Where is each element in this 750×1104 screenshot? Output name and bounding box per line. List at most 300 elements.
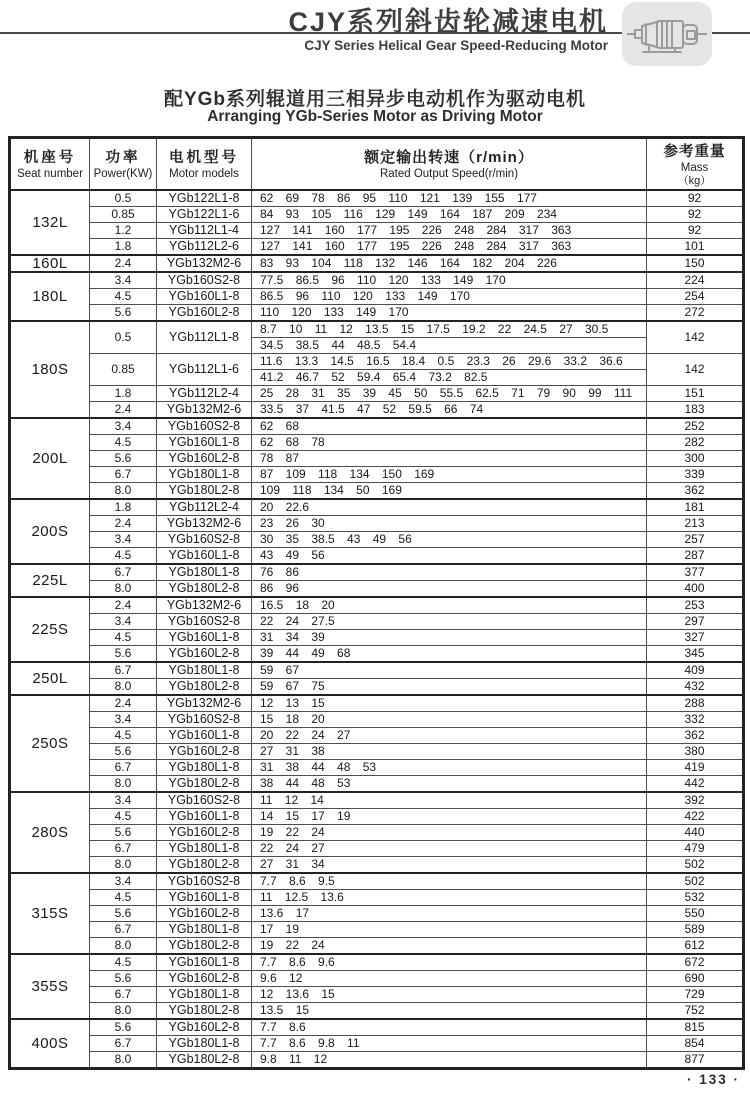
- model-cell: YGb112L2-4: [157, 386, 252, 402]
- table-row: [10, 564, 744, 581]
- table-row: [10, 825, 744, 841]
- mass-cell: 589: [647, 922, 744, 938]
- seat-cell: 250S: [10, 695, 90, 792]
- col-header-power: [90, 138, 157, 191]
- table-row: [10, 255, 744, 272]
- seat-cell: 180S: [10, 321, 90, 418]
- model-cell: YGb160S2-8: [157, 532, 252, 548]
- col-header-mass-en: Mass: [680, 161, 709, 174]
- col-header-seat-en: Seat number: [17, 167, 83, 180]
- speed-cell: 14 15 17 19: [252, 809, 647, 825]
- model-cell: YGb180L1-8: [157, 922, 252, 938]
- power-cell: 3.4: [90, 712, 157, 728]
- speed-cell: 31 34 39: [252, 630, 647, 646]
- mass-cell: 419: [647, 760, 744, 776]
- mass-cell: 502: [647, 873, 744, 890]
- table-row: [10, 321, 744, 338]
- power-cell: 6.7: [90, 564, 157, 581]
- model-cell: YGb180L1-8: [157, 564, 252, 581]
- mass-cell: 101: [647, 239, 744, 256]
- col-header-model-cn: 电机型号: [169, 149, 239, 166]
- col-header-speed-en: Rated Output Speed(r/min): [379, 167, 519, 180]
- power-cell: 4.5: [90, 548, 157, 565]
- seat-cell: 200S: [10, 499, 90, 564]
- table-row: [10, 223, 744, 239]
- model-cell: YGb160L2-8: [157, 906, 252, 922]
- model-cell: YGb180L1-8: [157, 841, 252, 857]
- power-cell: 3.4: [90, 532, 157, 548]
- table-row: [10, 1003, 744, 1020]
- table-row: [10, 890, 744, 906]
- table-row: [10, 418, 744, 435]
- table-row: [10, 906, 744, 922]
- table-row: [10, 532, 744, 548]
- power-cell: 5.6: [90, 744, 157, 760]
- model-cell: YGb132M2-6: [157, 695, 252, 712]
- power-cell: 0.5: [90, 321, 157, 354]
- mass-cell: 224: [647, 272, 744, 289]
- model-cell: YGb160L2-8: [157, 825, 252, 841]
- table-row: [10, 207, 744, 223]
- power-cell: 4.5: [90, 289, 157, 305]
- mass-cell: 400: [647, 581, 744, 598]
- power-cell: 8.0: [90, 1052, 157, 1069]
- speed-cell: 19 22 24: [252, 938, 647, 955]
- model-cell: YGb180L2-8: [157, 857, 252, 874]
- mass-cell: 612: [647, 938, 744, 955]
- table-row: [10, 679, 744, 696]
- table-row: [10, 483, 744, 500]
- table-row: [10, 695, 744, 712]
- seat-cell: 180L: [10, 272, 90, 321]
- seat-cell: 225S: [10, 597, 90, 662]
- model-cell: YGb160L1-8: [157, 954, 252, 971]
- speed-cell: 16.5 18 20: [252, 597, 647, 614]
- mass-cell: 672: [647, 954, 744, 971]
- power-cell: 6.7: [90, 467, 157, 483]
- table-row: [10, 728, 744, 744]
- model-cell: YGb160L1-8: [157, 809, 252, 825]
- power-cell: 3.4: [90, 418, 157, 435]
- table-row: [10, 712, 744, 728]
- table-row: [10, 776, 744, 793]
- table-row: [10, 1036, 744, 1052]
- table-row: [10, 987, 744, 1003]
- speed-cell: 7.7 8.6 9.6: [252, 954, 647, 971]
- col-header-model-en: Motor models: [169, 167, 239, 180]
- speed-cell: 13.6 17: [252, 906, 647, 922]
- power-cell: 3.4: [90, 873, 157, 890]
- speed-cell: 22 24 27: [252, 841, 647, 857]
- table-row: [10, 809, 744, 825]
- mass-cell: 142: [647, 321, 744, 354]
- table-row: [10, 467, 744, 483]
- mass-cell: 380: [647, 744, 744, 760]
- table-header: [10, 138, 744, 191]
- speed-cell: 39 44 49 68: [252, 646, 647, 663]
- speed-cell: 17 19: [252, 922, 647, 938]
- speed-cell: 22 24 27.5: [252, 614, 647, 630]
- speed-cell: 59 67: [252, 662, 647, 679]
- model-cell: YGb180L2-8: [157, 679, 252, 696]
- speed-cell: 78 87: [252, 451, 647, 467]
- mass-cell: 272: [647, 305, 744, 322]
- speed-cell: 25 28 31 35 39 45 50 55.5 62.5 71 79 90 99 111: [252, 386, 647, 402]
- power-cell: 1.8: [90, 499, 157, 516]
- section-title-en: Arranging YGb-Series Motor as Driving Motor: [207, 108, 543, 125]
- mass-cell: 297: [647, 614, 744, 630]
- model-cell: YGb160L1-8: [157, 289, 252, 305]
- model-cell: YGb160L1-8: [157, 548, 252, 565]
- mass-cell: 442: [647, 776, 744, 793]
- power-cell: 0.85: [90, 207, 157, 223]
- table-row: [10, 971, 744, 987]
- model-cell: YGb160S2-8: [157, 792, 252, 809]
- speed-cell: 86 96: [252, 581, 647, 598]
- model-cell: YGb180L2-8: [157, 938, 252, 955]
- power-cell: 4.5: [90, 954, 157, 971]
- mass-cell: 254: [647, 289, 744, 305]
- seat-cell: 280S: [10, 792, 90, 873]
- model-cell: YGb112L1-4: [157, 223, 252, 239]
- mass-cell: 690: [647, 971, 744, 987]
- seat-cell: 400S: [10, 1019, 90, 1069]
- model-cell: YGb160L2-8: [157, 1019, 252, 1036]
- power-cell: 8.0: [90, 679, 157, 696]
- mass-cell: 502: [647, 857, 744, 874]
- power-cell: 3.4: [90, 614, 157, 630]
- table-row: [10, 646, 744, 663]
- table-row: [10, 744, 744, 760]
- mass-cell: 815: [647, 1019, 744, 1036]
- table-row: [10, 597, 744, 614]
- mass-cell: 327: [647, 630, 744, 646]
- model-cell: YGb180L1-8: [157, 1036, 252, 1052]
- model-cell: YGb180L2-8: [157, 581, 252, 598]
- model-cell: YGb160S2-8: [157, 712, 252, 728]
- model-cell: YGb132M2-6: [157, 597, 252, 614]
- speed-cell: 9.8 11 12: [252, 1052, 647, 1069]
- seat-cell: 355S: [10, 954, 90, 1019]
- table-row: [10, 841, 744, 857]
- model-cell: YGb180L1-8: [157, 987, 252, 1003]
- table-row: [10, 402, 744, 419]
- mass-cell: 151: [647, 386, 744, 402]
- speed-cell: 7.7 8.6 9.8 11: [252, 1036, 647, 1052]
- mass-cell: 288: [647, 695, 744, 712]
- power-cell: 1.8: [90, 239, 157, 256]
- mass-cell: 339: [647, 467, 744, 483]
- power-cell: 6.7: [90, 987, 157, 1003]
- power-cell: 5.6: [90, 646, 157, 663]
- seat-cell: 200L: [10, 418, 90, 499]
- model-cell: YGb132M2-6: [157, 402, 252, 419]
- table-row: [10, 499, 744, 516]
- seat-cell: 315S: [10, 873, 90, 954]
- speed-cell: 62 68: [252, 418, 647, 435]
- power-cell: 6.7: [90, 841, 157, 857]
- speed-cell: 109 118 134 50 169: [252, 483, 647, 500]
- speed-cell: 41.2 46.7 52 59.4 65.4 73.2 82.5: [252, 370, 647, 386]
- power-cell: 4.5: [90, 809, 157, 825]
- mass-cell: 877: [647, 1052, 744, 1069]
- speed-cell: 7.7 8.6 9.5: [252, 873, 647, 890]
- power-cell: 0.85: [90, 354, 157, 386]
- model-cell: YGb160L2-8: [157, 451, 252, 467]
- col-header-mass-cn: 参考重量: [663, 143, 726, 160]
- mass-cell: 345: [647, 646, 744, 663]
- mass-cell: 362: [647, 728, 744, 744]
- power-cell: 1.2: [90, 223, 157, 239]
- table-row: [10, 435, 744, 451]
- speed-cell: 62 68 78: [252, 435, 647, 451]
- mass-cell: 854: [647, 1036, 744, 1052]
- model-cell: YGb160S2-8: [157, 418, 252, 435]
- table-row: [10, 239, 744, 256]
- speed-cell: 86.5 96 110 120 133 149 170: [252, 289, 647, 305]
- model-cell: YGb160S2-8: [157, 614, 252, 630]
- power-cell: 8.0: [90, 776, 157, 793]
- col-header-power-en: Power(KW): [93, 167, 153, 180]
- mass-cell: 282: [647, 435, 744, 451]
- speed-cell: 8.7 10 11 12 13.5 15 17.5 19.2 22 24.5 27 30.5: [252, 321, 647, 338]
- speed-cell: 77.5 86.5 96 110 120 133 149 170: [252, 272, 647, 289]
- model-cell: YGb160L1-8: [157, 728, 252, 744]
- table-row: [10, 516, 744, 532]
- mass-cell: 142: [647, 354, 744, 386]
- speed-cell: 12 13 15: [252, 695, 647, 712]
- header-row: [10, 138, 744, 191]
- power-cell: 4.5: [90, 435, 157, 451]
- power-cell: 8.0: [90, 857, 157, 874]
- speed-cell: 7.7 8.6: [252, 1019, 647, 1036]
- power-cell: 8.0: [90, 938, 157, 955]
- speed-cell: 11 12.5 13.6: [252, 890, 647, 906]
- model-cell: YGb160L1-8: [157, 630, 252, 646]
- speed-cell: 11 12 14: [252, 792, 647, 809]
- table-row: [10, 581, 744, 598]
- mass-cell: 479: [647, 841, 744, 857]
- speed-cell: 127 141 160 177 195 226 248 284 317 363: [252, 239, 647, 256]
- speed-cell: 27 31 38: [252, 744, 647, 760]
- mass-cell: 150: [647, 255, 744, 272]
- table-body: [10, 190, 744, 1069]
- page-subtitle: CJY Series Helical Gear Speed-Reducing Motor: [304, 38, 608, 53]
- mass-cell: 422: [647, 809, 744, 825]
- col-header-model: [157, 138, 252, 191]
- mass-cell: 752: [647, 1003, 744, 1020]
- table-row: [10, 289, 744, 305]
- power-cell: 5.6: [90, 305, 157, 322]
- power-cell: 8.0: [90, 581, 157, 598]
- speed-cell: 20 22 24 27: [252, 728, 647, 744]
- power-cell: 5.6: [90, 1019, 157, 1036]
- mass-cell: 440: [647, 825, 744, 841]
- table-row: [10, 792, 744, 809]
- power-cell: 3.4: [90, 272, 157, 289]
- table-row: [10, 272, 744, 289]
- table-row: [10, 938, 744, 955]
- power-cell: 8.0: [90, 483, 157, 500]
- model-cell: YGb180L2-8: [157, 1003, 252, 1020]
- col-header-seat-cn: 机座号: [23, 149, 77, 166]
- mass-cell: 432: [647, 679, 744, 696]
- table-row: [10, 1052, 744, 1069]
- power-cell: 6.7: [90, 662, 157, 679]
- model-cell: YGb160L2-8: [157, 305, 252, 322]
- mass-cell: 729: [647, 987, 744, 1003]
- speed-cell: 20 22.6: [252, 499, 647, 516]
- speed-cell: 33.5 37 41.5 47 52 59.5 66 74: [252, 402, 647, 419]
- power-cell: 4.5: [90, 890, 157, 906]
- speed-cell: 76 86: [252, 564, 647, 581]
- spec-table-wrap: [8, 136, 745, 1070]
- model-cell: YGb180L1-8: [157, 662, 252, 679]
- motor-badge: [622, 2, 712, 66]
- power-cell: 5.6: [90, 825, 157, 841]
- power-cell: 2.4: [90, 516, 157, 532]
- model-cell: YGb112L1-6: [157, 354, 252, 386]
- power-cell: 5.6: [90, 906, 157, 922]
- col-header-power-cn: 功率: [105, 149, 141, 166]
- seat-cell: 160L: [10, 255, 90, 272]
- speed-cell: 43 49 56: [252, 548, 647, 565]
- speed-cell: 83 93 104 118 132 146 164 182 204 226: [252, 255, 647, 272]
- mass-cell: 287: [647, 548, 744, 565]
- model-cell: YGb180L2-8: [157, 776, 252, 793]
- table-row: [10, 857, 744, 874]
- power-cell: 2.4: [90, 255, 157, 272]
- model-cell: YGb122L1-6: [157, 207, 252, 223]
- model-cell: YGb132M2-6: [157, 255, 252, 272]
- power-cell: 0.5: [90, 190, 157, 207]
- table-row: [10, 354, 744, 370]
- power-cell: 6.7: [90, 1036, 157, 1052]
- speed-cell: 31 38 44 48 53: [252, 760, 647, 776]
- col-header-speed: [252, 138, 647, 191]
- power-cell: 1.8: [90, 386, 157, 402]
- table-row: [10, 922, 744, 938]
- power-cell: 2.4: [90, 597, 157, 614]
- col-header-seat: [10, 138, 90, 191]
- table-row: [10, 1019, 744, 1036]
- speed-cell: 62 69 78 86 95 110 121 139 155 177: [252, 190, 647, 207]
- speed-cell: 84 93 105 116 129 149 164 187 209 234: [252, 207, 647, 223]
- gear-motor-icon: [627, 9, 707, 59]
- table-row: [10, 451, 744, 467]
- model-cell: YGb180L2-8: [157, 1052, 252, 1069]
- mass-cell: 92: [647, 190, 744, 207]
- power-cell: 8.0: [90, 1003, 157, 1020]
- model-cell: YGb180L2-8: [157, 483, 252, 500]
- mass-cell: 409: [647, 662, 744, 679]
- table-row: [10, 548, 744, 565]
- section-title-cn: 配YGb系列辊道用三相异步电动机作为驱动电机: [163, 89, 587, 110]
- power-cell: 4.5: [90, 728, 157, 744]
- table-row: [10, 873, 744, 890]
- speed-cell: 38 44 48 53: [252, 776, 647, 793]
- model-cell: YGb112L1-8: [157, 321, 252, 354]
- speed-cell: 34.5 38.5 44 48.5 54.4: [252, 338, 647, 354]
- mass-cell: 181: [647, 499, 744, 516]
- speed-cell: 27 31 34: [252, 857, 647, 874]
- power-cell: 3.4: [90, 792, 157, 809]
- speed-cell: 110 120 133 149 170: [252, 305, 647, 322]
- mass-cell: 257: [647, 532, 744, 548]
- model-cell: YGb160L2-8: [157, 971, 252, 987]
- model-cell: YGb122L1-8: [157, 190, 252, 207]
- table-row: [10, 614, 744, 630]
- power-cell: 5.6: [90, 451, 157, 467]
- speed-cell: 59 67 75: [252, 679, 647, 696]
- table-row: [10, 630, 744, 646]
- power-cell: 6.7: [90, 922, 157, 938]
- col-header-mass: [647, 138, 744, 191]
- speed-cell: 19 22 24: [252, 825, 647, 841]
- speed-cell: 13.5 15: [252, 1003, 647, 1020]
- mass-cell: 252: [647, 418, 744, 435]
- col-header-mass-unit: （kg）: [677, 174, 712, 187]
- model-cell: YGb180L1-8: [157, 467, 252, 483]
- mass-cell: 332: [647, 712, 744, 728]
- mass-cell: 377: [647, 564, 744, 581]
- model-cell: YGb160L2-8: [157, 646, 252, 663]
- table-row: [10, 954, 744, 971]
- mass-cell: 362: [647, 483, 744, 500]
- page-title: CJY系列斜齿轮减速电机: [288, 7, 608, 37]
- table-row: [10, 190, 744, 207]
- power-cell: 2.4: [90, 695, 157, 712]
- model-cell: YGb160S2-8: [157, 272, 252, 289]
- speed-cell: 12 13.6 15: [252, 987, 647, 1003]
- speed-cell: 30 35 38.5 43 49 56: [252, 532, 647, 548]
- mass-cell: 183: [647, 402, 744, 419]
- mass-cell: 213: [647, 516, 744, 532]
- speed-cell: 11.6 13.3 14.5 16.5 18.4 0.5 23.3 26 29.6 33.2 36.6: [252, 354, 647, 370]
- col-header-speed-cn: 额定输出转速（r/min）: [364, 148, 534, 166]
- speed-cell: 87 109 118 134 150 169: [252, 467, 647, 483]
- mass-cell: 253: [647, 597, 744, 614]
- table-row: [10, 760, 744, 776]
- seat-cell: 250L: [10, 662, 90, 695]
- model-cell: YGb160L2-8: [157, 744, 252, 760]
- table-row: [10, 662, 744, 679]
- speed-cell: 15 18 20: [252, 712, 647, 728]
- model-cell: YGb160S2-8: [157, 873, 252, 890]
- speed-cell: 9.6 12: [252, 971, 647, 987]
- model-cell: YGb160L1-8: [157, 890, 252, 906]
- model-cell: YGb132M2-6: [157, 516, 252, 532]
- mass-cell: 92: [647, 207, 744, 223]
- model-cell: YGb112L2-6: [157, 239, 252, 256]
- model-cell: YGb112L2-4: [157, 499, 252, 516]
- power-cell: 2.4: [90, 402, 157, 419]
- mass-cell: 392: [647, 792, 744, 809]
- mass-cell: 550: [647, 906, 744, 922]
- table-row: [10, 305, 744, 322]
- speed-cell: 127 141 160 177 195 226 248 284 317 363: [252, 223, 647, 239]
- seat-cell: 132L: [10, 190, 90, 255]
- table-row: [10, 386, 744, 402]
- spec-table: [8, 136, 745, 1070]
- seat-cell: 225L: [10, 564, 90, 597]
- model-cell: YGb160L1-8: [157, 435, 252, 451]
- power-cell: 4.5: [90, 630, 157, 646]
- power-cell: 5.6: [90, 971, 157, 987]
- mass-cell: 92: [647, 223, 744, 239]
- power-cell: 6.7: [90, 760, 157, 776]
- model-cell: YGb180L1-8: [157, 760, 252, 776]
